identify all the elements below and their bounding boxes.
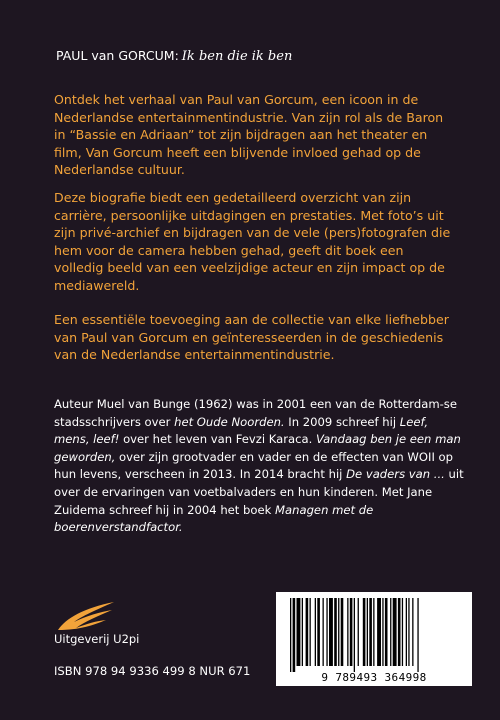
barcode-bar	[293, 598, 296, 672]
barcode-bar	[326, 598, 327, 666]
barcode-bar	[297, 598, 301, 666]
barcode-bar	[412, 598, 413, 666]
barcode-bar	[363, 598, 366, 666]
isbn-nur-line: ISBN 978 94 9336 499 8 NUR 671	[54, 664, 251, 678]
back-cover-title	[56, 48, 476, 65]
barcode-bar	[347, 598, 348, 666]
author-bio-text-2: In 2009 schreef hij	[284, 414, 400, 429]
author-bio-text-1: Auteur Muel van Bunge (1962) was in 2001 een van de Rotterdam-se stadsschrijvers over	[54, 397, 457, 429]
barcode-digits: 9 789493 364998	[321, 671, 427, 684]
barcode-bars	[276, 592, 472, 672]
wing-logo-icon	[56, 600, 116, 632]
barcode-bar	[367, 598, 368, 666]
barcode-bar	[317, 598, 320, 666]
barcode-bar	[402, 598, 403, 666]
barcode-bar	[408, 598, 409, 666]
author-bio-work-3: Vandaag ben je een man geworden,	[54, 432, 461, 464]
title-author-name: PAUL van GORCUM:	[56, 48, 179, 63]
barcode-bar	[341, 598, 344, 666]
barcode-bar	[382, 598, 383, 666]
barcode-bar	[358, 598, 359, 666]
author-bio-work-1: het Oude Noorden.	[174, 414, 285, 429]
barcode-bar	[373, 598, 374, 666]
barcode-bar	[302, 598, 303, 666]
barcode-bar	[385, 598, 388, 666]
isbn-barcode	[276, 592, 472, 686]
barcode-bar	[354, 598, 355, 672]
barcode-bar	[323, 598, 324, 666]
barcode-bar	[315, 598, 316, 666]
barcode-bar	[338, 598, 339, 666]
barcode-bar	[334, 598, 337, 666]
barcode-bar	[306, 598, 309, 666]
author-bio-work-4: De vaders van ...	[346, 467, 445, 482]
barcode-bar	[329, 598, 333, 666]
author-bio-text-5: uit over de ervaringen van voetbalvaders en hun kinderen. Met Jane Zuidema schreef hij in 2004 het boek	[54, 467, 464, 517]
blurb-paragraph-1: Ontdek het verhaal van Paul van Gorcum, een icoon in de Nederlandse entertainmentindustrie. Van zijn rol als de Baron in “Bassie en Adriaan” tot zijn bijdragen aan het theater en film, Van Gorcum heeft een blijvende invloed gehad op de Nederlandse cultuur.	[54, 92, 444, 178]
author-bio-text-4: over zijn grootvader en vader en de effecten van WOII op hun levens, verscheen in 2013. In 2014 bracht hij	[54, 449, 453, 482]
blurb-paragraph-3: Een essentiële toevoeging aan de collectie van elke liefhebber van Paul van Gorcum en geïnteresseerden in de geschiedenis van de Nederlandse entertainmentindustrie.	[54, 312, 449, 363]
barcode-bar	[290, 598, 291, 672]
blurb-paragraph-2: Deze biografie biedt een gedetailleerd overzicht van zijn carrière, persoonlijke uitdagingen en prestaties. Met foto’s uit zijn privé-archief en bijdragen van de vele (pers)fotografen die hem voor de camera hebben gehad, geeft dit boek een volledig beeld van een veelzijdige acteur en zijn impact op de mediawereld.	[54, 190, 451, 293]
publisher-name: Uitgeverij U2pi	[54, 632, 140, 646]
barcode-bar	[350, 598, 353, 666]
title-subtitle: Ik ben die ik ben	[181, 49, 293, 64]
author-bio-work-5: Managen met de boerenverstandfactor.	[54, 502, 374, 535]
barcode-bar	[377, 598, 381, 666]
author-bio-text-3: over het leven van Fevzi Karaca.	[119, 432, 316, 447]
barcode-bar	[390, 598, 391, 666]
author-bio-work-2: Leef, mens, leef!	[54, 414, 429, 447]
author-bio	[54, 396, 464, 537]
barcode-bar	[369, 598, 372, 666]
barcode-bar	[310, 598, 311, 666]
barcode-bar	[398, 598, 401, 666]
barcode-bar	[417, 598, 418, 672]
publisher-logo	[54, 600, 174, 646]
barcode-bar	[406, 598, 407, 666]
barcode-bar	[393, 598, 397, 666]
